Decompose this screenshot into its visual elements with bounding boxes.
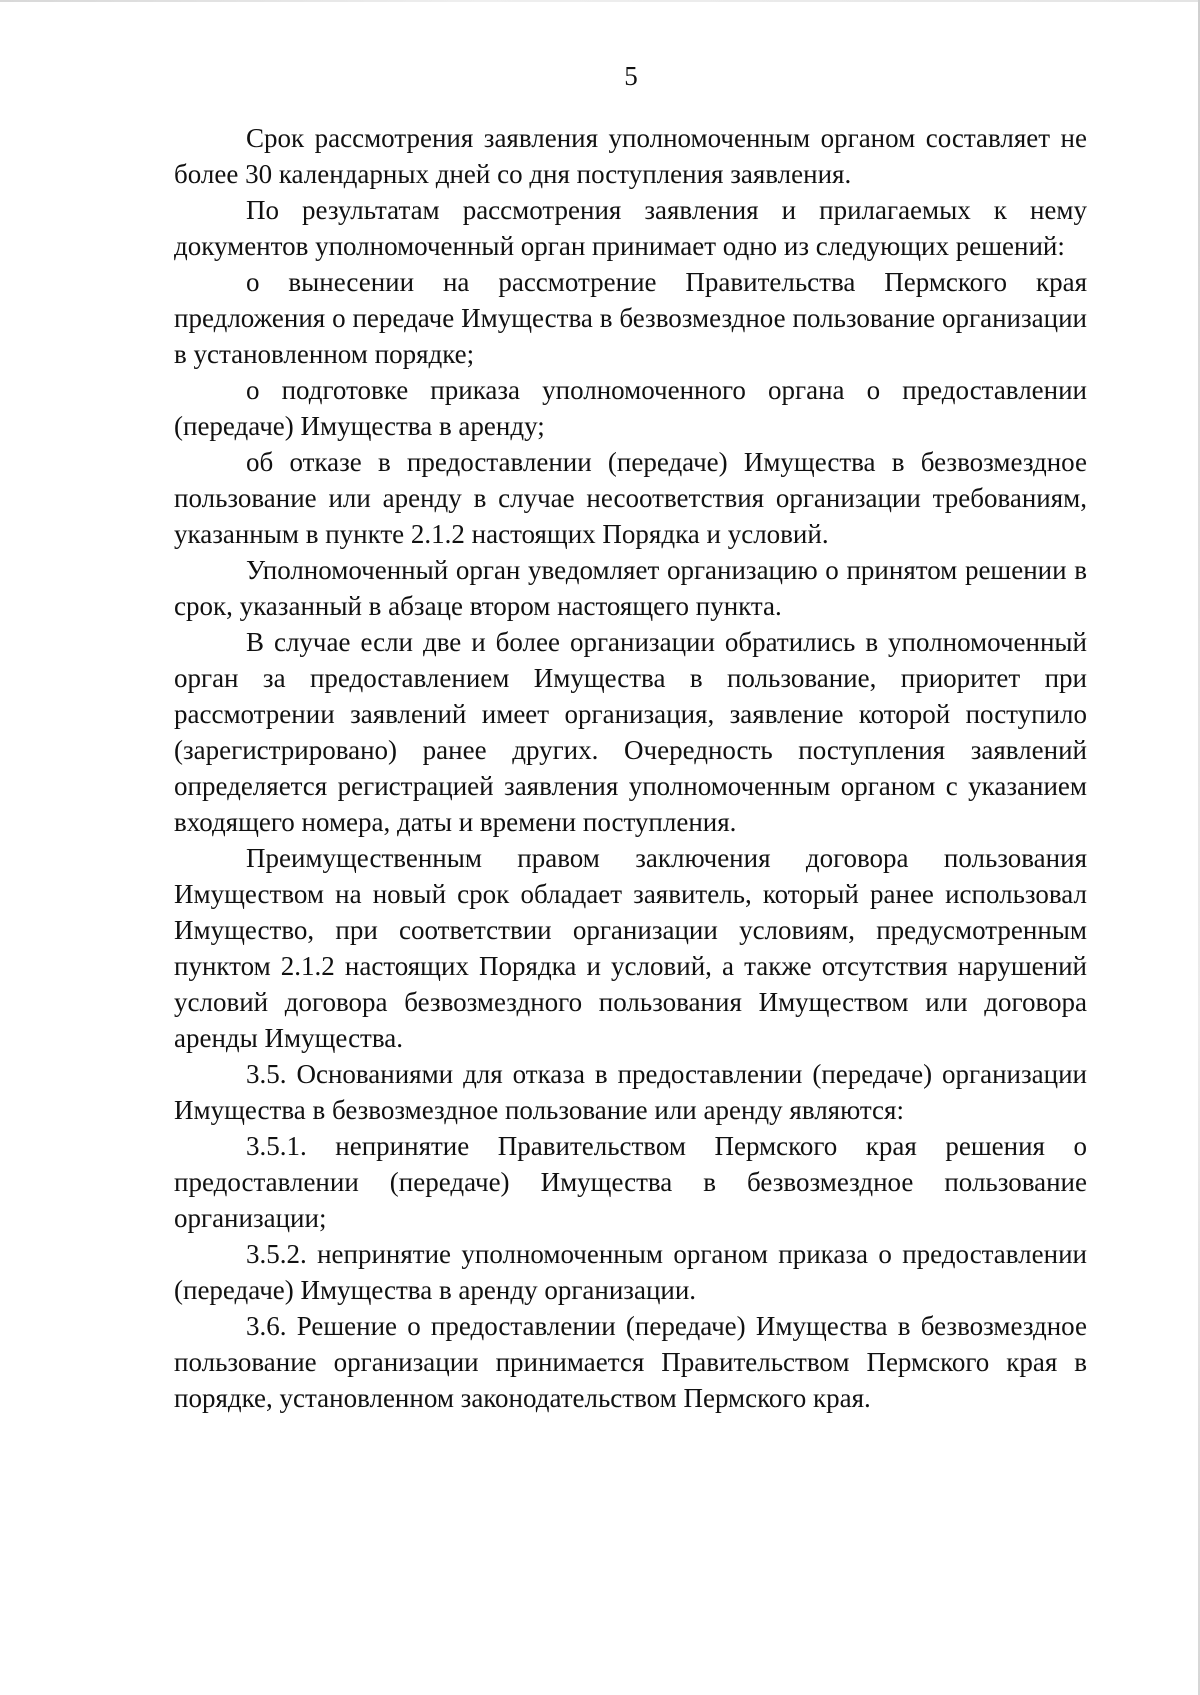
paragraph-section-3-6: 3.6. Решение о предоставлении (передаче) Имущества в безвозмездное пользование организации принимается Правительством Пермского края в порядке, установленном законодательством Пермского края.: [174, 1311, 1087, 1413]
paragraph-priority: В случае если две и более организации обратились в уполномоченный орган за предоставлением Имущества в пользование, приоритет при рассмотрении заявлений имеет организация, заявление которой поступило (зарегистрировано) ранее других. Очередность поступления заявлений определяется регистрацией заявления уполномоченным органом с указанием входящего номера, даты и времени поступления.: [174, 627, 1087, 837]
document-body: [174, 120, 1087, 1416]
paragraph-notification: Уполномоченный орган уведомляет организацию о принятом решении в срок, указанный в абзаце втором настоящего пункта.: [174, 555, 1087, 621]
paragraph-section-3-5-1: 3.5.1. непринятие Правительством Пермского края решения о предоставлении (передаче) Имущества в безвозмездное пользование организации;: [174, 1131, 1087, 1233]
paragraph-review-period: Срок рассмотрения заявления уполномоченным органом составляет не более 30 календарных дней со дня поступления заявления.: [174, 123, 1087, 189]
paragraph-decision-refusal: об отказе в предоставлении (передаче) Имущества в безвозмездное пользование или аренду в случае несоответствия организации требованиям, указанным в пункте 2.1.2 настоящих Порядка и условий.: [174, 447, 1087, 549]
page-number: 5: [624, 61, 638, 91]
paragraph-decision-lease-order: о подготовке приказа уполномоченного органа о предоставлении (передаче) Имущества в аренду;: [174, 375, 1087, 441]
paragraph-decision-government: о вынесении на рассмотрение Правительства Пермского края предложения о передаче Имущества в безвозмездное пользование организации в установленном порядке;: [174, 267, 1087, 369]
scan-edge-top: [0, 0, 1200, 2]
paragraph-preemptive-right: Преимущественным правом заключения договора пользования Имуществом на новый срок обладает заявитель, который ранее использовал Имущество, при соответствии организации условиям, предусмотренным пунктом 2.1.2 настоящих Порядка и условий, а также отсутствия нарушений условий договора безвозмездного пользования Имуществом или договора аренды Имущества.: [174, 843, 1087, 1053]
paragraph-decisions-intro: По результатам рассмотрения заявления и прилагаемых к нему документов уполномоченный орган принимает одно из следующих решений:: [174, 195, 1087, 261]
paragraph-section-3-5: 3.5. Основаниями для отказа в предоставлении (передаче) организации Имущества в безвозмездное пользование или аренду являются:: [174, 1059, 1087, 1125]
paragraph-section-3-5-2: 3.5.2. непринятие уполномоченным органом приказа о предоставлении (передаче) Имущества в аренду организации.: [174, 1239, 1087, 1305]
